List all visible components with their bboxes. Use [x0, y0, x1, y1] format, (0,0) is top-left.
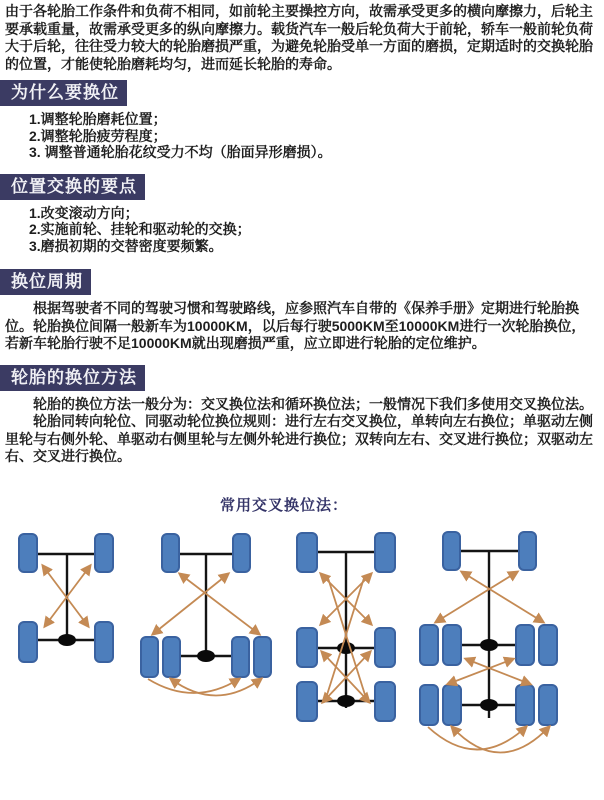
wheel-rear-left-inner [163, 637, 180, 677]
wheel-front-right [519, 532, 536, 570]
rotation-methods-paragraph-1: 轮胎的换位方法一般分为：交叉换位法和循环换位法；一般情况下我们多使用交叉换位法。 [33, 395, 593, 412]
intro-paragraph: 由于各轮胎工作条件和负荷不相同，如前轮主要操控方向，故需承受更多的横向摩擦力，后轮主要承载重量，故需承受更多的纵向摩擦力。载货汽车一般后轮负荷大于前轮，轿车一般前轮负荷大于后轮，往往受力较大的轮胎磨损严重，为避免轮胎受单一方面的磨损，定期适时的交换轮胎的位置，才能使轮胎磨耗均匀，进而延长轮胎的寿命。 [5, 3, 593, 72]
rotation-diagrams [0, 520, 604, 800]
differential [58, 634, 76, 646]
wheel-rear-right-outer [254, 637, 271, 677]
diagram-10wheel-three-axle [420, 532, 557, 753]
rotation-cycle-paragraph: 根据驾驶者不同的驾驶习惯和驾驶路线，应参照汽车自带的《保养手册》定期进行轮胎换位。轮胎换位间隔一般新车为10000KM，以后每行驶5000KM至10000KM进行一次轮胎换位，若新车轮胎行驶不足10000KM就出现磨损严重，应立即进行轮胎的定位维护。 [5, 300, 586, 351]
differential [337, 695, 355, 707]
wheel-rear-right-outer [539, 685, 557, 725]
section-header-exchange-points: 位置交换的要点 [0, 174, 145, 200]
differential [480, 699, 498, 711]
wheel-middle-left-outer [420, 625, 438, 665]
diagram-6wheel-three-axle [297, 533, 395, 721]
reason-item-3: 3. 调整普通轮胎花纹受力不均（胎面异形磨损）。 [29, 144, 332, 160]
wheel-middle-left [297, 628, 317, 667]
wheel-middle-right-inner [516, 625, 534, 665]
wheel-rear-left [297, 682, 317, 721]
diagram-4wheel-sedan [19, 534, 113, 662]
wheel-rear-left-outer [141, 637, 158, 677]
why-rotate-list [29, 111, 599, 161]
rotation-arrow [436, 572, 517, 622]
wheel-rear-right-inner [516, 685, 534, 725]
section-header-rotation-cycle: 换位周期 [0, 269, 91, 295]
rotation-arrow [43, 566, 88, 626]
rotation-methods-paragraph-2: 轮胎同转向轮位、同驱动轮位换位规则：进行左右交叉换位，单转向左右换位；单驱动左侧里轮与右侧外轮、单驱动右侧里轮与左侧外轮进行换位；双转向左右、交叉进行换位；双驱动左右、交叉进行换位。 [5, 413, 593, 464]
wheel-rear-right [95, 622, 113, 662]
rotation-diagrams-svg [0, 520, 604, 800]
point-item-3: 3.磨损初期的交替密度要频繁。 [29, 237, 223, 254]
wheel-rear-left-outer [420, 685, 438, 725]
wheel-front-right [233, 534, 250, 572]
wheel-rear-right-inner [232, 637, 249, 677]
wheel-rear-left [19, 622, 37, 662]
wheel-middle-left-inner [443, 625, 461, 665]
rotation-arrow [462, 572, 543, 622]
reason-item-1: 1.调整轮胎磨耗位置； [29, 111, 167, 127]
wheel-front-left [297, 533, 317, 572]
wheel-rear-right [375, 682, 395, 721]
wheel-front-left [443, 532, 460, 570]
wheel-front-right [375, 533, 395, 572]
reason-item-2: 2.调整轮胎疲劳程度； [29, 127, 167, 144]
point-item-2: 2.实施前轮、挂轮和驱动轮的交换； [29, 221, 251, 237]
differential [480, 639, 498, 651]
wheel-middle-right [375, 628, 395, 667]
wheel-front-left [162, 534, 179, 572]
wheel-front-right [95, 534, 113, 572]
wheel-middle-right-outer [539, 625, 557, 665]
section-header-rotation-methods: 轮胎的换位方法 [0, 365, 145, 391]
diagram-title: 常用交叉换位法： [220, 497, 349, 514]
exchange-points-list [29, 205, 599, 255]
section-header-why-rotate: 为什么要换位 [0, 80, 127, 106]
wheel-rear-left-inner [443, 685, 461, 725]
differential [197, 650, 215, 662]
point-item-1: 1.改变滚动方向； [29, 204, 139, 221]
wheel-front-left [19, 534, 37, 572]
diagram-6wheel-dual-rear [141, 534, 271, 696]
